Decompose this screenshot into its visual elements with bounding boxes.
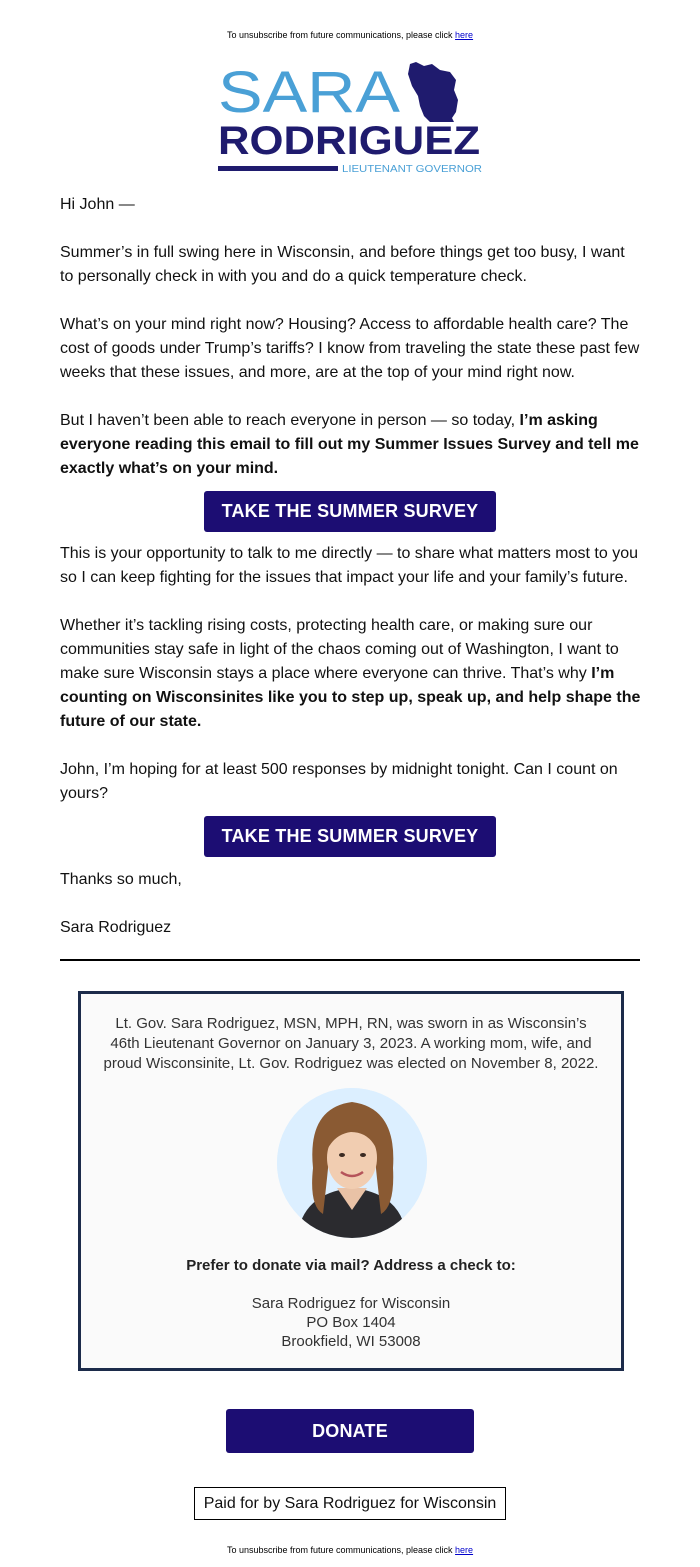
paid-for-disclaimer: Paid for by Sara Rodriguez for Wisconsin xyxy=(194,1487,506,1520)
unsubscribe-text: To unsubscribe from future communications, please click xyxy=(226,30,456,40)
greeting: Hi John — xyxy=(60,196,135,213)
candidate-photo xyxy=(277,1088,427,1238)
portrait-graphic xyxy=(277,1088,427,1238)
paragraph-issues: What’s on your mind right now? Housing? Access to affordable health care? The cost of goods under Trump’s tariffs? I know from traveling the state these past few weeks that these issues, and more, are at the top of your mind right now. xyxy=(60,316,640,381)
logo-title: LIEUTENANT GOVERNOR xyxy=(342,164,482,175)
bio-box xyxy=(78,991,624,1371)
logo-first-name: SARA xyxy=(218,60,401,125)
divider xyxy=(60,959,640,961)
paragraph-goal: John, I’m hoping for at least 500 responses by midnight tonight. Can I count on yours? xyxy=(60,761,618,802)
campaign-logo xyxy=(218,60,488,178)
unsubscribe-notice-top xyxy=(0,30,700,40)
paragraph-survey-ask: But I haven’t been able to reach everyone in person — so today, I’m asking everyone reading this email to fill out my Summer Issues Survey and tell me exactly what’s on your mind. xyxy=(60,412,639,477)
take-survey-button-2[interactable]: TAKE THE SUMMER SURVEY xyxy=(204,816,496,857)
donate-button[interactable]: DONATE xyxy=(226,1409,474,1453)
closing-text: Thanks so much, xyxy=(60,871,182,888)
take-survey-button-1[interactable]: TAKE THE SUMMER SURVEY xyxy=(204,491,496,532)
paragraph-intro: Summer’s in full swing here in Wisconsin, and before things get too busy, I want to personally check in with you and do a quick temperature check. xyxy=(60,244,625,285)
unsubscribe-link[interactable]: here xyxy=(455,1545,474,1555)
wisconsin-state-icon xyxy=(408,62,458,122)
unsubscribe-link[interactable]: here xyxy=(455,30,474,40)
logo-graphic xyxy=(218,60,488,178)
mail-address-line-1: Sara Rodriguez for Wisconsin xyxy=(251,1295,451,1312)
paragraph-opportunity: This is your opportunity to talk to me directly — to share what matters most to you so I can keep fighting for the issues that impact your life and your family’s future. xyxy=(60,545,639,586)
signature: Sara Rodriguez xyxy=(60,919,172,936)
paragraph-counting: Whether it’s tackling rising costs, protecting health care, or making sure our communities stay safe in light of the chaos coming out of Washington, I want to make sure Wisconsin stays a place where everyone can thrive. That’s why I’m counting on Wisconsinites like you to step up, speak up, and help shape the future of our state. xyxy=(60,617,641,730)
logo-underline xyxy=(218,166,338,171)
mail-address-line-3: Brookfield, WI 53008 xyxy=(281,1333,421,1350)
unsubscribe-text: To unsubscribe from future communications, please click xyxy=(226,1545,456,1555)
mail-donation-heading: Prefer to donate via mail? Address a check to: xyxy=(186,1257,516,1274)
bio-text: Lt. Gov. Sara Rodriguez, MSN, MPH, RN, was sworn in as Wisconsin’s 46th Lieutenant Governor on January 3, 2023. A working mom, wife, and proud Wisconsinite, Lt. Gov. Rodriguez was elected on November 8, 2022. xyxy=(103,1015,599,1072)
mail-address-line-2: PO Box 1404 xyxy=(306,1314,396,1331)
logo-last-name: RODRIGUEZ xyxy=(218,119,480,163)
unsubscribe-notice-bottom xyxy=(0,1545,700,1555)
